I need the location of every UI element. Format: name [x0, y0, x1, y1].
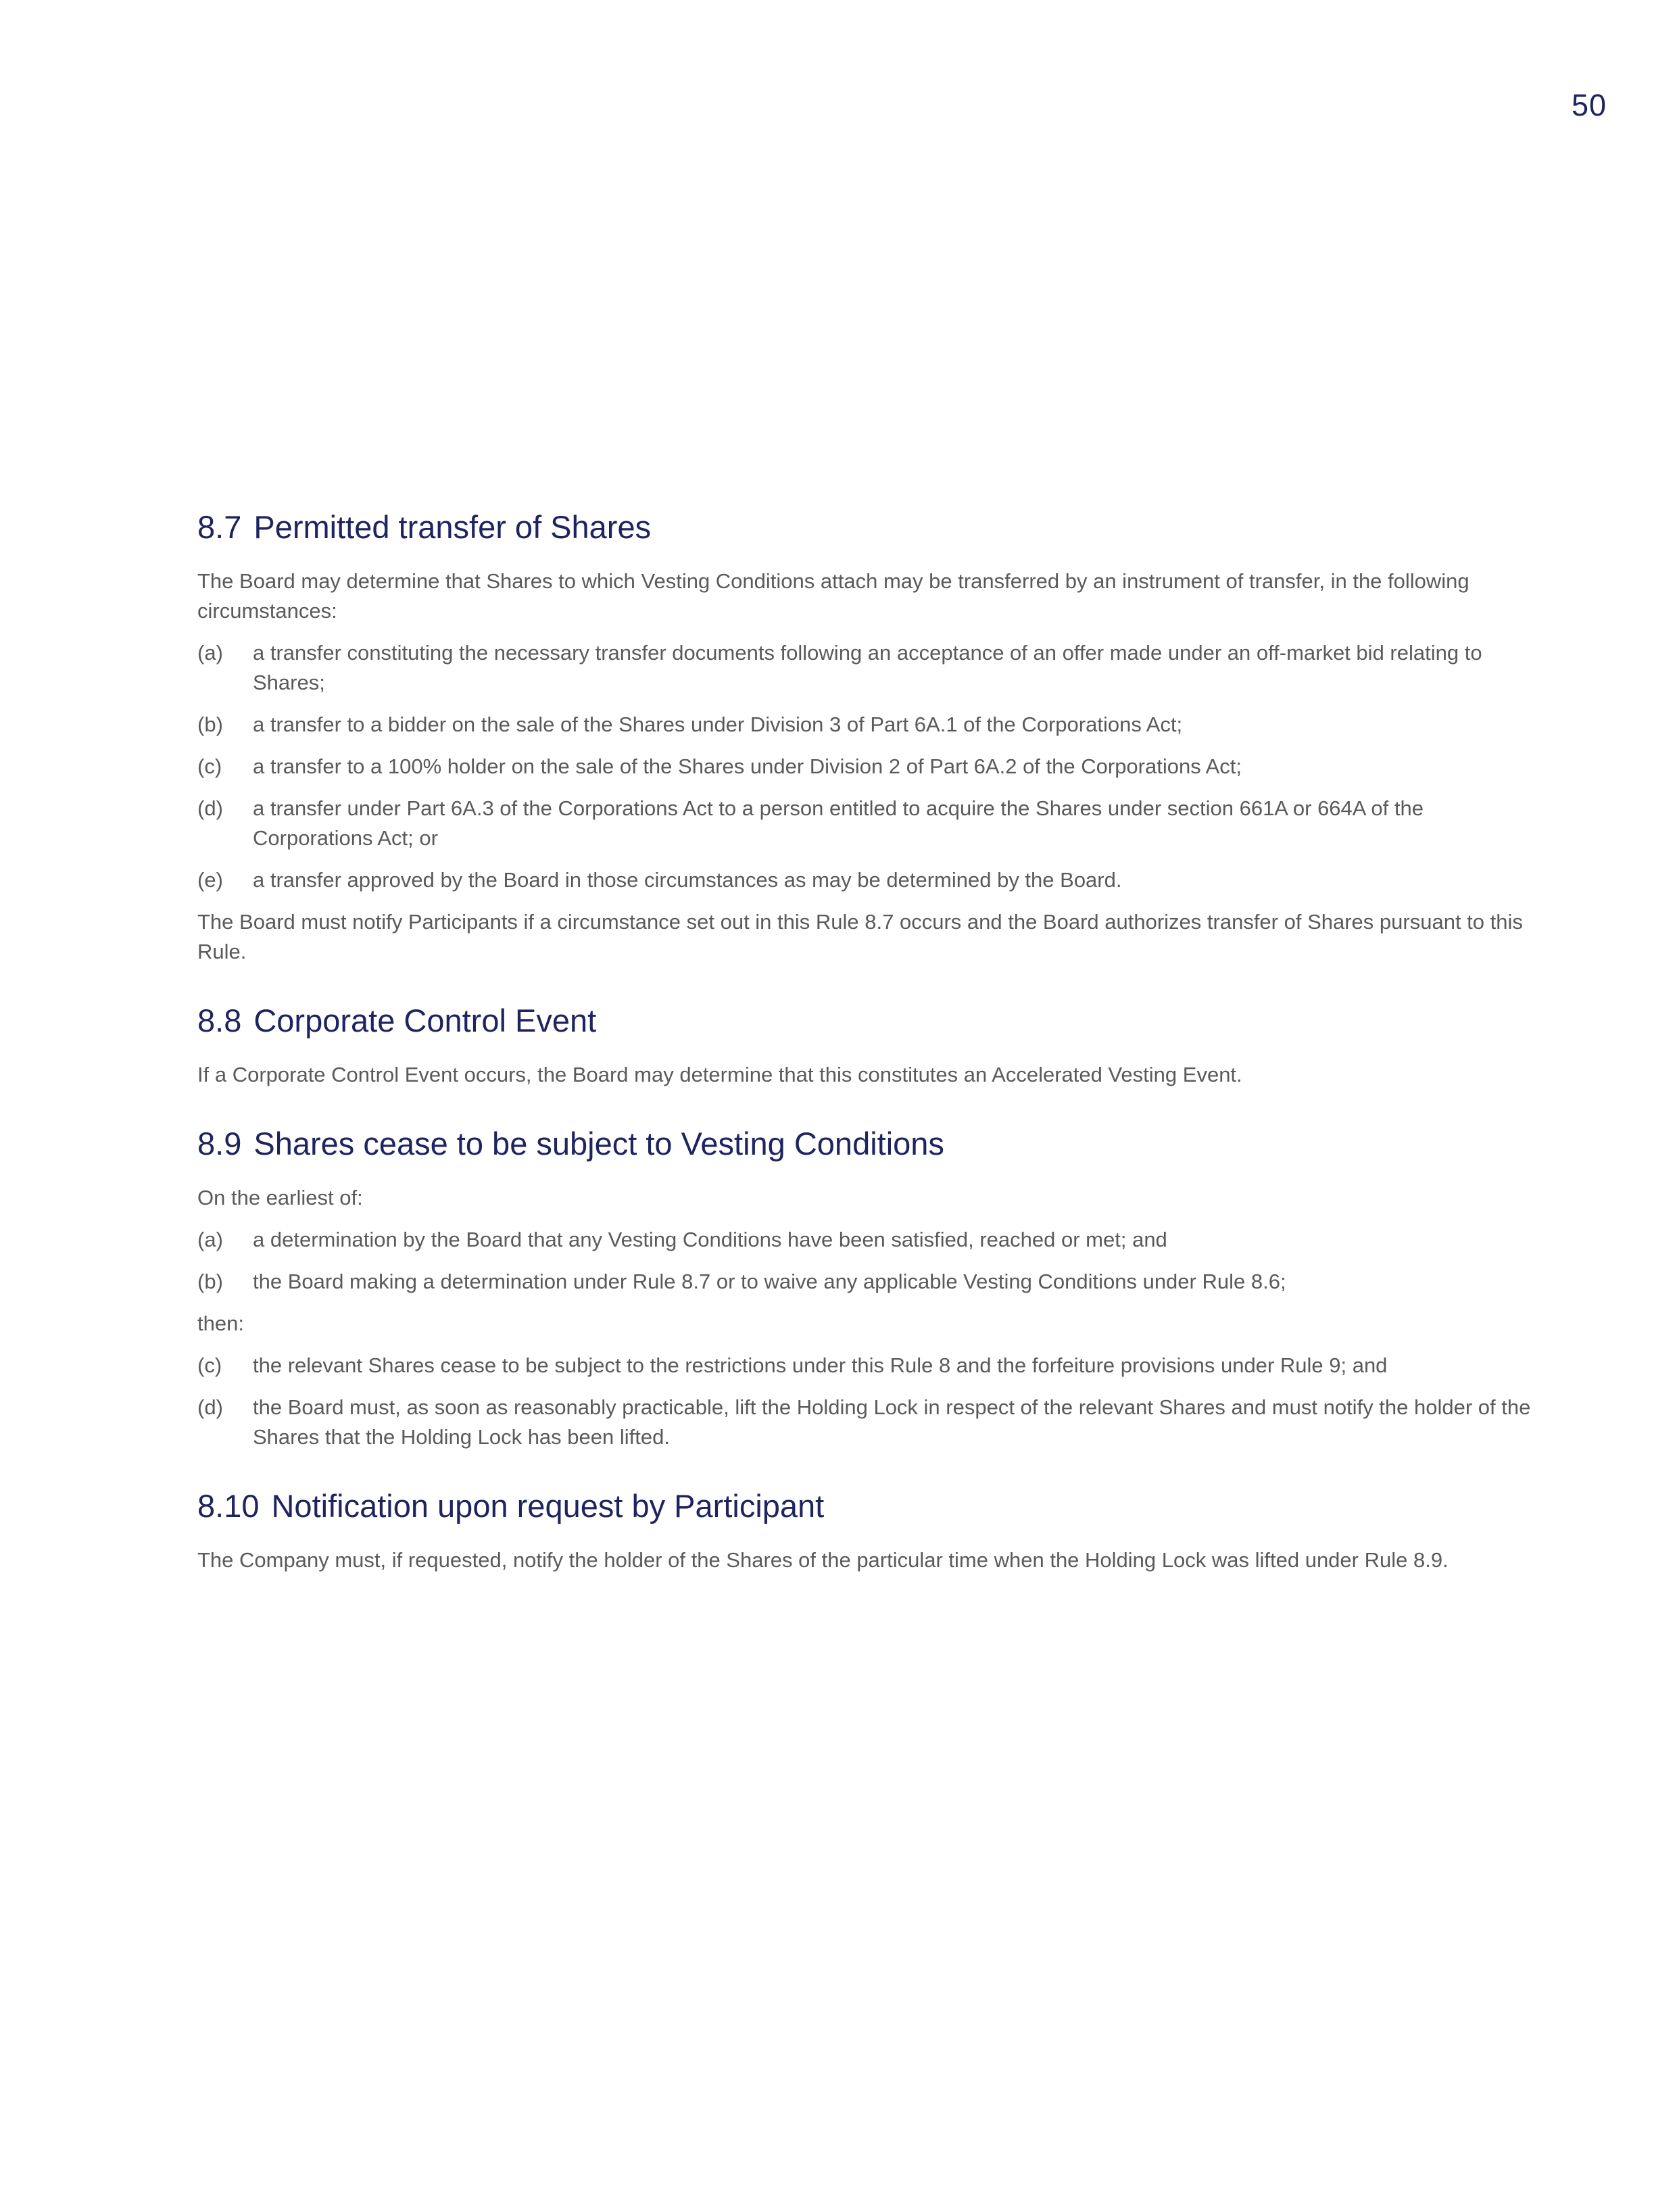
list-text: a transfer to a bidder on the sale of the Shares under Division 3 of Part 6A.1 of the Corporations Act; [253, 713, 1183, 736]
section-heading [197, 506, 1536, 549]
list-marker: (b) [197, 1270, 223, 1293]
section-8-8 [197, 999, 1536, 1090]
list-item [197, 1393, 1536, 1452]
list-text: the relevant Shares cease to be subject to the restrictions under this Rule 8 and the forfeiture provisions under Rule 9; and [253, 1353, 1388, 1377]
list-marker: (d) [197, 1395, 223, 1419]
section-8-10 [197, 1485, 1536, 1575]
list-item [197, 638, 1536, 698]
section-heading [197, 1122, 1536, 1165]
section-number: 8.7 [197, 509, 242, 545]
list-text: a transfer under Part 6A.3 of the Corporations Act to a person entitled to acquire the Shares under section 661A or 664A of the Corporations Act; or [253, 796, 1424, 850]
list-marker: (a) [197, 641, 223, 665]
list-text: a transfer constituting the necessary transfer documents following an acceptance of an offer made under an off-market bid relating to Shares; [253, 641, 1482, 694]
section-heading [197, 999, 1536, 1042]
list-marker: (a) [197, 1228, 223, 1251]
section-title: Shares cease to be subject to Vesting Conditions [253, 1126, 944, 1161]
section-8-7 [197, 506, 1536, 967]
list-text: a determination by the Board that any Vesting Conditions have been satisfied, reached or met; and [253, 1228, 1167, 1251]
section-intro: The Company must, if requested, notify the holder of the Shares of the particular time when the Holding Lock was lifted under Rule 8.9. [197, 1548, 1449, 1572]
page-number: 50 [1571, 88, 1607, 122]
list-marker: (d) [197, 796, 223, 820]
section-heading [197, 1485, 1536, 1528]
list-item [197, 710, 1536, 740]
section-number: 8.8 [197, 1003, 242, 1038]
list-item [197, 1351, 1536, 1380]
list-text: a transfer approved by the Board in those circumstances as may be determined by the Board. [253, 868, 1122, 892]
section-title: Corporate Control Event [253, 1003, 597, 1038]
list-marker: (b) [197, 713, 223, 736]
list-item [197, 865, 1536, 895]
condition-list [197, 1225, 1536, 1297]
document-body [197, 506, 1536, 1575]
list-item [197, 1267, 1536, 1297]
circumstance-list [197, 638, 1536, 895]
section-number: 8.9 [197, 1126, 242, 1161]
list-item [197, 752, 1536, 782]
list-marker: (c) [197, 754, 222, 778]
section-title: Permitted transfer of Shares [253, 509, 652, 545]
section-intro: On the earliest of: [197, 1186, 363, 1209]
list-text: the Board must, as soon as reasonably practicable, lift the Holding Lock in respect of the relevant Shares and must notify the holder of the Shares that the Holding Lock has been lifted. [253, 1395, 1531, 1449]
section-intro: The Board may determine that Shares to which Vesting Conditions attach may be transferred by an instrument of transfer, in the following circumstances: [197, 569, 1469, 623]
section-title: Notification upon request by Participant [271, 1488, 825, 1524]
list-text: a transfer to a 100% holder on the sale of the Shares under Division 2 of Part 6A.2 of the Corporations Act; [253, 754, 1242, 778]
section-number: 8.10 [197, 1488, 260, 1524]
list-item [197, 1225, 1536, 1255]
list-marker: (e) [197, 868, 223, 892]
list-text: the Board making a determination under Rule 8.7 or to waive any applicable Vesting Conditions under Rule 8.6; [253, 1270, 1286, 1293]
then-text: then: [197, 1312, 244, 1335]
list-marker: (c) [197, 1353, 222, 1377]
section-intro: If a Corporate Control Event occurs, the Board may determine that this constitutes an Accelerated Vesting Event. [197, 1063, 1242, 1086]
consequence-list [197, 1351, 1536, 1452]
section-8-9 [197, 1122, 1536, 1452]
list-item [197, 794, 1536, 853]
section-closing: The Board must notify Participants if a circumstance set out in this Rule 8.7 occurs and the Board authorizes transfer of Shares pursuant to this Rule. [197, 910, 1523, 963]
